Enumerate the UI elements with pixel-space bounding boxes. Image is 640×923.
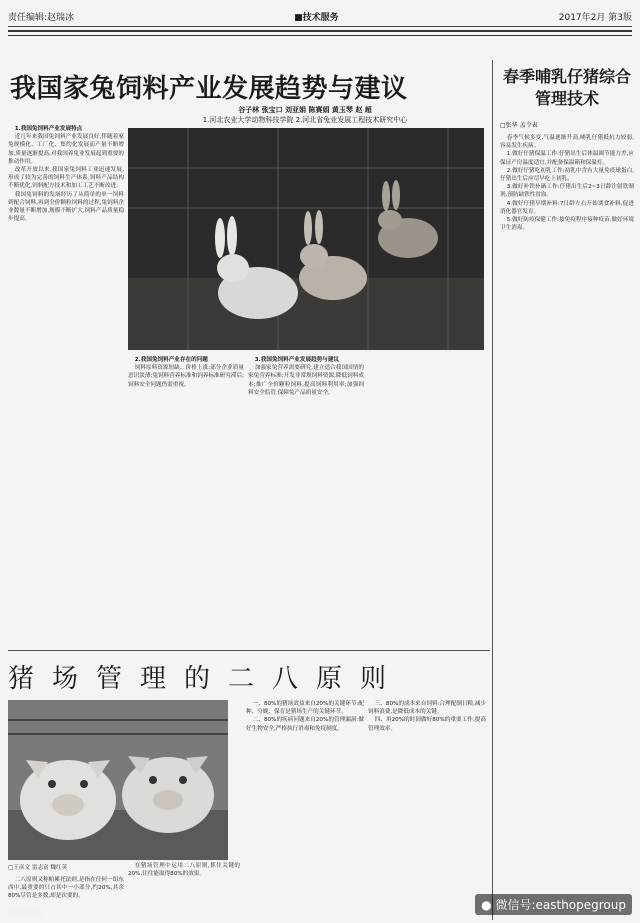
body-para: 3.我国兔饲料产业发展趋势与建议 <box>254 357 340 363</box>
body-para: 4.做好仔猪早期补料:7日龄左右开始诱食补料,促进消化器官发育。 <box>500 200 634 215</box>
main-article-col-2 <box>128 356 244 646</box>
second-article-col-3 <box>246 700 364 916</box>
main-article-affiliation: 1.河北农业大学动物科技学院 2.河北省兔业发展工程技术研究中心 <box>202 116 408 124</box>
pig-illustration <box>8 700 228 860</box>
main-article-col-3 <box>248 356 364 646</box>
main-article-byline <box>140 105 470 125</box>
pig-photo <box>8 700 228 860</box>
side-article-title: 春季哺乳仔猪综合管理技术 <box>502 67 631 108</box>
body-para: 加强家兔营养需要研究,建立适合我国国情的家兔营养标准;开发非常规饲料资源,降低饲料成本;推广全价颗粒饲料,提高饲料利用率;加强饲料安全监管,保障兔产品质量安全。 <box>248 365 364 396</box>
body-para: 二八原则又称帕累托法则,是指在任何一组东西中,最重要的只占其中一小部分,约20%,其余80%尽管是多数,却是次要的。 <box>8 877 124 900</box>
issue-date: 2017年2月 <box>558 12 606 23</box>
second-article-col-4 <box>368 700 486 916</box>
body-para: 5.做好防疫保健工作:按免疫程序接种疫苗,做好环境卫生消毒。 <box>500 217 634 232</box>
wechat-icon: ● <box>481 898 492 912</box>
section-label: ■技术服务 <box>294 12 339 23</box>
section-separator <box>8 650 490 651</box>
body-para: 春季气候多变,气温逐渐升高,哺乳仔猪抵抗力较弱,容易发生疾病。 <box>500 135 634 150</box>
body-para: 四、用20%的时间做好80%的重要工作,提高管理效率。 <box>368 717 486 732</box>
body-para: 3.做好补铁补硒工作:仔猪出生后2~3日龄注射铁制剂,预防缺铁性贫血。 <box>500 184 634 199</box>
body-para: 改革开放以来,我国家兔饲料工业迅速发展,形成了较为完善的饲料生产体系,饲料产品结构不断优化,饲料配方技术和加工工艺不断改进。 <box>8 167 124 190</box>
body-para: 我国兔饲料的发展经历了从简单的单一饲料到配合饲料,再到全价颗粒饲料的过程,兔饲料企业数量不断增加,规模不断扩大,饲料产品质量稳步提高。 <box>8 191 124 223</box>
side-article-body <box>500 134 634 894</box>
wechat-id: 微信号:easthopegroup <box>495 898 626 912</box>
watermark-left: 大猪搜狐号 <box>4 909 44 918</box>
side-article-author: □张华 孟令表 <box>500 122 538 129</box>
main-article-title: 我国家兔饲料产业发展趋势与建议 <box>10 74 408 104</box>
body-para: 2.我国兔饲料产业存在的问题 <box>134 357 208 363</box>
page-header <box>0 0 640 50</box>
column-separator <box>492 60 493 920</box>
main-article-col-1 <box>8 125 124 645</box>
editor-label: 责任编辑:赵瑞冰 <box>8 12 75 23</box>
second-article-title: 猪场管理的二八原则 <box>8 664 405 694</box>
body-para: 三、80%的成本来自饲料:合理配制日粮,减少饲料浪费,是降低成本的关键。 <box>368 701 486 716</box>
body-para: 在猪场管理中运用二八原则,抓住关键的20%,往往能取得80%的效果。 <box>128 863 240 878</box>
main-article-authors: 谷子林 张宝口 刘亚娟 陈赛娟 黄玉琴 赵 超 <box>238 106 372 114</box>
body-para: 饲料原料资源短缺、价格上涨;部分企业质量意识淡薄;兔饲料营养标准和饲养标准研究滞后;饲料安全问题仍需重视。 <box>128 365 244 388</box>
second-article-col-2 <box>128 862 240 916</box>
second-article-byline: □王彦文 雷志富 魏红英 <box>8 865 68 871</box>
main-article-col-4 <box>368 128 486 646</box>
body-para: 一、80%的猪场效益来自20%的关键环节:配种、分娩、保育是猪场生产的关键环节。 <box>246 701 364 716</box>
body-para: 1.做好仔猪保温工作:仔猪出生后体温调节能力差,应保证产房温度适宜,并配备保温箱和保温灯。 <box>500 151 634 166</box>
body-para: 近几年来我国兔饲料产业发展良好,伴随着家兔规模化、工厂化、集约化发展而产量不断增加,质量逐渐提高,对我国养兔业发展起到重要的推动作用。 <box>8 134 124 165</box>
date-page <box>559 10 632 23</box>
page-number: 第3版 <box>608 12 632 23</box>
header-rule <box>8 30 632 36</box>
body-para: 二、80%的疾病问题来自20%的管理漏洞:做好生物安全,严格执行消毒和免疫制度。 <box>246 717 364 732</box>
header-row <box>8 8 632 27</box>
wechat-watermark <box>475 894 632 915</box>
body-para: 1.我国兔饲料产业发展特点 <box>14 126 83 132</box>
body-para: 2.做好仔猪吃初乳工作:初乳中含有大量免疫球蛋白,仔猪出生后应尽早吃上初乳。 <box>500 167 634 183</box>
